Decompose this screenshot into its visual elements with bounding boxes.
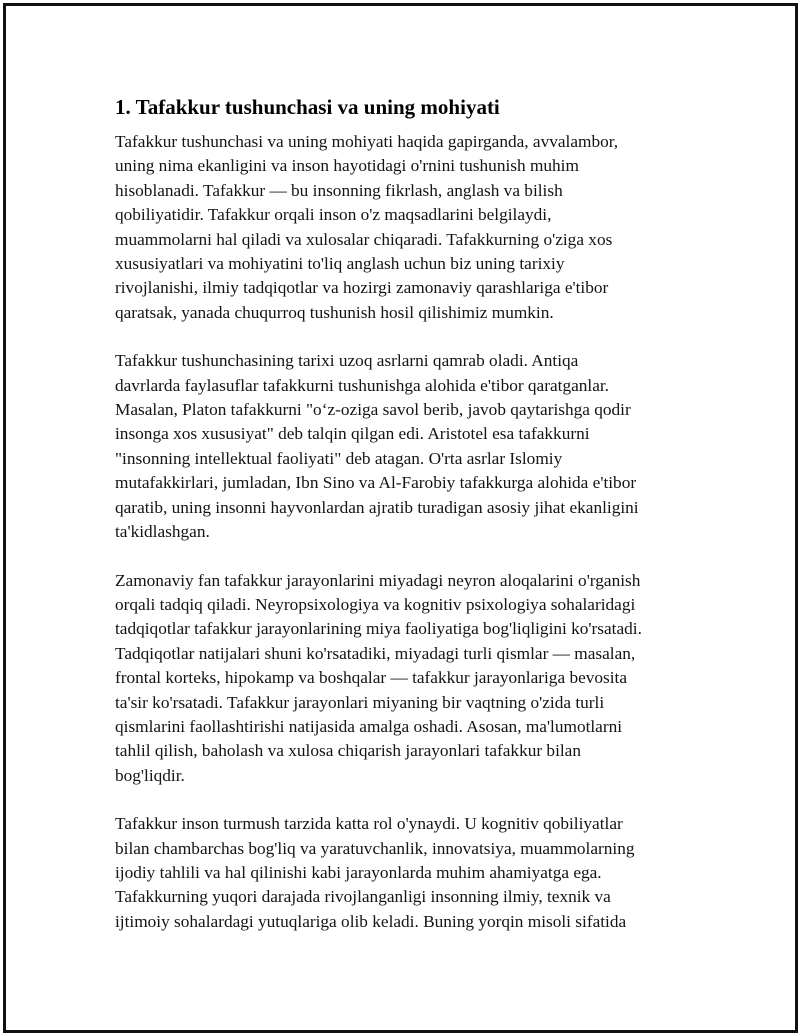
text-line: rivojlanishi, ilmiy tadqiqotlar va hozirgi zamonaviy qarashlariga e'tibor bbox=[115, 278, 609, 298]
paragraph-3 bbox=[115, 569, 695, 789]
text-line: ijodiy tahlili va hal qilinishi kabi jarayonlarda muhim ahamiyatga ega. bbox=[115, 862, 602, 882]
paragraph-2 bbox=[115, 349, 695, 544]
text-line: xususiyatlari va mohiyatini to'liq anglash uchun biz uning tarixiy bbox=[115, 254, 565, 274]
text-line: qismlarini faollashtirishi natijasida amalga oshadi. Asosan, ma'lumotlarni bbox=[115, 716, 623, 736]
text-line: Tafakkur tushunchasining tarixi uzoq asrlarni qamrab oladi. Antiqa bbox=[115, 351, 579, 371]
document-body bbox=[115, 93, 695, 958]
text-line: tadqiqotlar tafakkur jarayonlarining miya faoliyatiga bog'liqligini ko'rsatadi. bbox=[115, 619, 642, 639]
text-line: muammolarni hal qiladi va xulosalar chiqaradi. Tafakkurning o'ziga xos bbox=[115, 229, 613, 249]
text-line: frontal korteks, hipokamp va boshqalar — tafakkur jarayonlariga bevosita bbox=[115, 668, 628, 688]
paragraph-4 bbox=[115, 812, 695, 934]
text-line: Tadqiqotlar natijalari shuni ko'rsatadiki, miyadagi turli qismlar — masalan, bbox=[115, 643, 636, 663]
text-line: bog'liqdir. bbox=[115, 765, 185, 785]
text-line: orqali tadqiq qiladi. Neyropsixologiya va kognitiv psixologiya sohalaridagi bbox=[115, 594, 636, 614]
text-line: davrlarda faylasuflar tafakkurni tushunishga alohida e'tibor qaratganlar. bbox=[115, 375, 610, 395]
text-line: tahlil qilish, baholash va xulosa chiqarish jarayonlari tafakkur bilan bbox=[115, 741, 581, 761]
text-line: Tafakkur inson turmush tarzida katta rol o'ynaydi. U kognitiv qobiliyatlar bbox=[115, 814, 623, 834]
text-line: qobiliyatidir. Tafakkur orqali inson o'z maqsadlarini belgilaydi, bbox=[115, 205, 552, 225]
text-line: insonga xos xususiyat" deb talqin qilgan edi. Aristotel esa tafakkurni bbox=[115, 424, 590, 444]
text-line: hisoblanadi. Tafakkur — bu insonning fikrlash, anglash va bilish bbox=[115, 180, 563, 200]
section-heading: 1. Tafakkur tushunchasi va uning mohiyati bbox=[115, 95, 500, 119]
text-line: "insonning intellektual faoliyati" deb atagan. O'rta asrlar Islomiy bbox=[115, 448, 563, 468]
text-line: Tafakkurning yuqori darajada rivojlanganligi insonning ilmiy, texnik va bbox=[115, 887, 611, 907]
text-line: bilan chambarchas bog'liq va yaratuvchanlik, innovatsiya, muammolarning bbox=[115, 838, 635, 858]
text-line: mutafakkirlari, jumladan, Ibn Sino va Al-Farobiy tafakkurga alohida e'tibor bbox=[115, 473, 637, 493]
text-line: uning nima ekanligini va inson hayotidagi o'rnini tushunish muhim bbox=[115, 156, 579, 176]
text-line: qaratib, uning insonni hayvonlardan ajratib turadigan asosiy jihat ekanligini bbox=[115, 497, 639, 517]
text-line: ta'sir ko'rsatadi. Tafakkur jarayonlari miyaning bir vaqtning o'zida turli bbox=[115, 692, 605, 712]
text-line: ta'kidlashgan. bbox=[115, 522, 210, 542]
text-line: Zamonaviy fan tafakkur jarayonlarini miyadagi neyron aloqalarini o'rganish bbox=[115, 570, 641, 590]
text-line: Tafakkur tushunchasi va uning mohiyati haqida gapirganda, avvalambor, bbox=[115, 132, 619, 151]
text-line: Masalan, Platon tafakkurni "o‘z-oziga savol berib, javob qaytarishga qodir bbox=[115, 400, 631, 420]
text-line: ijtimoiy sohalardagi yutuqlariga olib keladi. Buning yorqin misoli sifatida bbox=[115, 911, 627, 931]
paragraph-1 bbox=[115, 130, 695, 325]
text-line: qaratsak, yanada chuqurroq tushunish hosil qilishimiz mumkin. bbox=[115, 302, 554, 322]
